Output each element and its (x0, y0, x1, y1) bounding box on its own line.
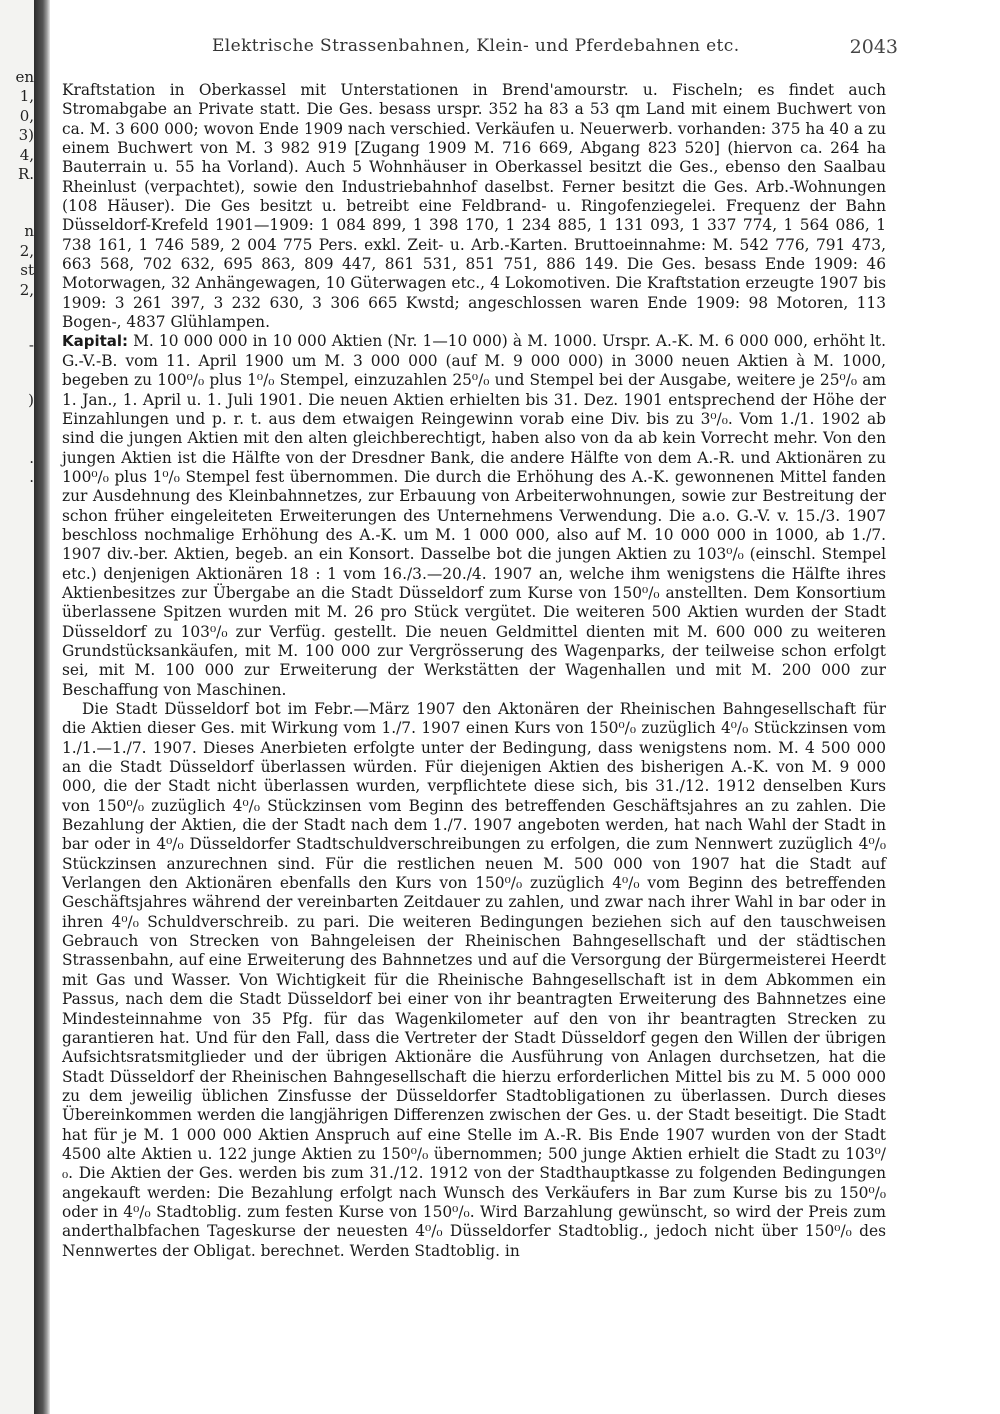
prev-line: 3) (18, 126, 34, 145)
prev-line: 2, (19, 280, 34, 299)
prev-line: . (29, 468, 34, 487)
body-text (62, 81, 886, 1261)
prev-line: 2, (19, 241, 34, 260)
paragraph-stadt-duesseldorf: Die Stadt Düsseldorf bot im Febr.—März 1907 den Aktonären der Rheinischen Bahngesellschaft für die Aktien dieser Ges. mit Wirkung vom 1./7. 1907 einen Kurs von 150⁰/₀ zuzüglich 4⁰/₀ Stückzinsen vom 1./1.—1./7. 1907. Dieses Anerbieten erfolgte unter der Bedingung, dass wenigstens nom. M. 4 500 000 an die Stadt Düsseldorf überlassen würden. Für diejenigen Aktien des bisherigen A.-K. von M. 9 000 000, die der Stadt nicht überlassen wurden, verpflichtete diese sich, bis 31./12. 1912 denselben Kurs von 150⁰/₀ zuzüglich 4⁰/₀ Stückzinsen vom Beginn des betreffenden Geschäftsjahres an zu zahlen. Die Bezahlung der Aktien, die der Stadt nach dem 1./7. 1907 angeboten werden, hat nach Wahl der Stadt in bar oder in 4⁰/₀ Düsseldorfer Stadtschuldverschreibungen zu erfolgen, die zum Nennwert zuzüglich 4⁰/₀ Stückzinsen anzurechnen sind. Für die restlichen neuen M. 500 000 von 1907 hat die Stadt auf Verlangen den Aktionären ebenfalls den Kurs von 150⁰/₀ zuzüglich 4⁰/₀ vom Beginn des betreffenden Geschäftsjahres während der vereinbarten Zeitdauer zu zahlen, und zwar nach ihrer Wahl in bar oder in ihren 4⁰/₀ Schuldverschreib. zu pari. Die weiteren Bedingungen beziehen sich auf den tauschweisen Gebrauch von Strecken von Bahngeleisen der Rheinischen Bahngesellschaft und der städtischen Strassenbahn, auf eine Erweiterung des Bahnnetzes und auf die Versorgung der Bürgermeisterei Heerdt mit Gas und Wasser. Von Wichtigkeit für die Rheinische Bahngesellschaft ist in dem Abkommen ein Passus, nach dem die Stadt Düsseldorf bei einer von ihr beantragten Erweiterung des Bahnnetzes eine Mindesteinnahme von 35 Pfg. für das Wagenkilometer auf den von ihr beantragten Strecken zu garantieren hat. Und für den Fall, dass die Vertreter der Stadt Düsseldorf gegen den Willen der übrigen Aufsichtsratsmitglieder und der übrigen Aktionäre die Ausführung von Anlagen durchsetzen, hat die Stadt Düsseldorf der Rheinischen Bahngesellschaft die hierzu erforderlichen Mittel bis zu M. 5 000 000 zu dem jeweilig üblichen Zinsfusse der Düsseldorfer Stadtobligationen zu überlassen. Durch dieses Übereinkommen werden die langjährigen Differenzen zwischen der Ges. u. der Stadt beseitigt. Die Stadt hat für je M. 1 000 000 Aktien Anspruch auf eine Stelle im A.-R. Bis Ende 1907 wurden von der Stadt 4500 alte Aktien u. 122 junge Aktien zu 150⁰/₀ übernommen; 500 junge Aktien erhielt die Stadt zu 103⁰/₀. Die Aktien der Ges. werden bis zum 31./12. 1912 von der Stadthauptkasse zu folgenden Bedingungen angekauft werden: Die Bezahlung erfolgt nach Wunsch des Verkäufers in Bar zum Kurse bis zu 150⁰/₀ oder in 4⁰/₀ Stadtoblig. zum festen Kurse von 150⁰/₀. Wird Barzahlung gewünscht, so wird der Preis zum anderthalbfachen Tageskurse der neuesten 4⁰/₀ Düsseldorfer Stadtoblig., jedoch nicht über 150⁰/₀ des Nennwertes der Obligat. berechnet. Werden Stadtoblig. in (62, 700, 886, 1260)
page-content (62, 30, 898, 1261)
previous-page-fragment (0, 68, 34, 488)
prev-line: n (24, 222, 34, 241)
prev-line: 0, (19, 106, 34, 125)
prev-line: ) (28, 391, 34, 410)
page-number: 2043 (849, 36, 898, 58)
gutter-shadow (34, 0, 50, 1414)
prev-line: en (15, 68, 34, 86)
kapital-label: Kapital: (62, 332, 129, 351)
prev-line: - (28, 336, 34, 355)
running-head (62, 30, 898, 60)
prev-line: . (29, 448, 34, 467)
paragraph-kapital (62, 332, 886, 700)
prev-line: st (20, 261, 34, 280)
prev-line: R. (17, 165, 34, 184)
running-title: Elektrische Strassenbahnen, Klein- und Pferdebahnen etc. (212, 36, 740, 56)
prev-line: 4, (19, 145, 34, 164)
paragraph-kraftstation: Kraftstation in Oberkassel mit Unterstationen in Brend'amourstr. u. Fischeln; es findet auch Stromabgabe an Private statt. Die Ges. besass urspr. 352 ha 83 a 53 qm Land mit einem Buchwert von ca. M. 3 600 000; wovon Ende 1909 nach verschied. Verkäufen u. Neuerwerb. vorhanden: 375 ha 40 a zu einem Buchwert von M. 3 982 919 [Zugang 1909 M. 716 669, Abgang 823 520] (hiervon ca. 264 ha Bauterrain u. 55 ha Vorland). Auch 5 Wohnhäuser in Oberkassel besitzt die Ges., ebenso den Saalbau Rheinlust (verpachtet), sowie den Industriebahnhof daselbst. Ferner besitzt die Ges. Arb.-Wohnungen (108 Häuser). Die Ges besitzt u. betreibt eine Feldbrand- u. Ringofenziegelei. Frequenz der Bahn Düsseldorf-Krefeld 1901—1909: 1 084 899, 1 398 170, 1 234 885, 1 131 093, 1 337 774, 1 564 086, 1 738 161, 1 746 589, 2 004 775 Pers. exkl. Zeit- u. Arb.-Karten. Bruttoeinnahme: M. 542 776, 791 473, 663 568, 702 632, 695 863, 809 447, 861 531, 851 751, 886 149. Die Ges. besass Ende 1909: 46 Motorwagen, 32 Anhängewagen, 10 Güterwagen etc., 4 Lokomotiven. Die Kraftstation erzeugte 1907 bis 1909: 3 261 397, 3 232 630, 3 306 665 Kwstd; angeschlossen waren Ende 1909: 98 Motoren, 113 Bogen-, 4837 Glühlampen. (62, 81, 886, 332)
kapital-text: M. 10 000 000 in 10 000 Aktien (Nr. 1—10 000) à M. 1000. Urspr. A.-K. M. 6 000 000, erhöht lt. G.-V.-B. vom 11. April 1900 um M. 3 000 000 (auf M. 9 000 000) in 3000 neuen Aktien à M. 1000, begeben zu 100⁰/₀ plus 1⁰/₀ Stempel, einzuzahlen 25⁰/₀ und Stempel bei der Ausgabe, weitere je 25⁰/₀ am 1. Jan., 1. April u. 1. Juli 1901. Die neuen Aktien erhielten bis 31. Dez. 1901 entsprechend der Höhe der Einzahlungen und p. r. t. aus dem etwaigen Reingewinn vorab eine Div. bis zu 3⁰/₀. Vom 1./1. 1902 ab sind die jungen Aktien mit den alten gleichberechtigt, haben also von da ab kein Vorrecht mehr. Von den jungen Aktien ist die Hälfte von der Dresdner Bank, die andere Hälfte von dem A.-R. und Aktionären zu 100⁰/₀ plus 1⁰/₀ Stempel fest übernommen. Die durch die Erhöhung des A.-K. gewonnenen Mittel fanden zur Ausdehnung des Kleinbahnnetzes, zur Erbauung von Arbeiterwohnungen, sowie zur Bestreitung der schon früher eingeleiteten Erweiterungen des Unternehmens Verwendung. Die a.o. G.-V. v. 15./3. 1907 beschloss nochmalige Erhöhung des A.-K. um M. 1 000 000, also auf M. 10 000 000 in 1000, ab 1./7. 1907 div.-ber. Aktien, begeb. an ein Konsort. Dasselbe bot die jungen Aktien zu 103⁰/₀ (einschl. Stempel etc.) denjenigen Aktionären 18 : 1 vom 16./3.—20./4. 1907 an, welche ihm wenigstens die Hälfte ihres Aktienbesitzes zur Übergabe an die Stadt Düsseldorf zum Kurse von 150⁰/₀ anstellten. Dem Konsortium überlassene Spitzen wurden mit M. 26 pro Stück vergütet. Die weiteren 500 Aktien wurden der Stadt Düsseldorf zu 103⁰/₀ zur Verfüg. gestellt. Die neuen Geldmittel dienten mit M. 600 000 zu weiteren Grundstücksankäufen, mit M. 100 000 zur Vergrösserung des Wagenparks, der teilweise schon erfolgt sei, mit M. 100 000 zur Erweiterung der Werkstätten der Wagenhallen und mit M. 200 000 zur Beschaffung von Maschinen. (62, 332, 886, 699)
prev-line: 1, (19, 87, 34, 106)
